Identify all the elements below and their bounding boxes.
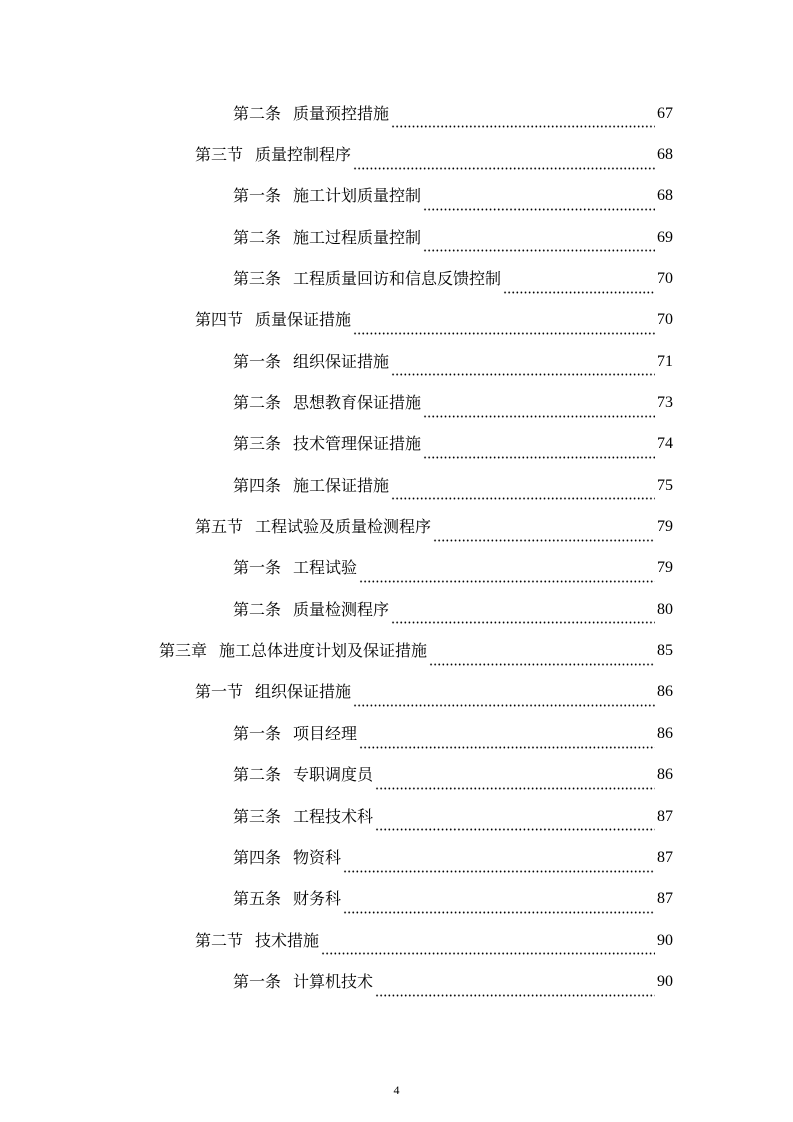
toc-entry[interactable]	[0, 961, 793, 1002]
toc-entry-title: 财务科	[293, 889, 342, 909]
toc-entry-title: 质量控制程序	[255, 145, 352, 165]
toc-entry[interactable]	[0, 134, 793, 175]
toc-entry[interactable]	[0, 755, 793, 796]
toc-dot-leader	[321, 952, 655, 955]
toc-entry-title: 质量检测程序	[293, 599, 390, 619]
toc-entry-page: 73	[657, 394, 673, 412]
toc-dot-leader	[359, 746, 655, 749]
toc-entry[interactable]	[0, 300, 793, 341]
toc-entry-number: 第二条	[233, 103, 282, 123]
table-of-contents	[0, 93, 793, 1003]
toc-entry[interactable]	[0, 837, 793, 878]
toc-entry-number: 第三条	[233, 434, 282, 454]
toc-entry-title: 专职调度员	[293, 765, 374, 785]
toc-entry-title: 工程质量回访和信息反馈控制	[293, 269, 502, 289]
toc-entry-title: 物资科	[293, 847, 342, 867]
toc-dot-leader	[375, 828, 655, 831]
toc-entry-title: 技术措施	[255, 930, 320, 950]
toc-entry-title: 计算机技术	[293, 971, 374, 991]
toc-entry[interactable]	[0, 424, 793, 465]
toc-dot-leader	[359, 580, 655, 583]
toc-entry[interactable]	[0, 217, 793, 258]
toc-dot-leader	[391, 125, 655, 128]
toc-entry[interactable]	[0, 341, 793, 382]
toc-entry-number: 第二条	[233, 393, 282, 413]
toc-entry[interactable]	[0, 548, 793, 589]
toc-entry-page: 70	[657, 311, 673, 329]
toc-entry-number: 第二条	[233, 227, 282, 247]
toc-entry[interactable]	[0, 506, 793, 547]
toc-entry-title: 项目经理	[293, 723, 358, 743]
toc-entry-title: 质量预控措施	[293, 103, 390, 123]
toc-entry[interactable]	[0, 630, 793, 671]
toc-entry-page: 87	[657, 848, 673, 866]
toc-entry-title: 施工保证措施	[293, 475, 390, 495]
toc-entry-page: 86	[657, 766, 673, 784]
toc-entry-number: 第一节	[195, 682, 244, 702]
toc-dot-leader	[423, 456, 655, 459]
toc-entry-title: 思想教育保证措施	[293, 393, 422, 413]
toc-entry-number: 第四条	[233, 847, 282, 867]
toc-entry-title: 质量保证措施	[255, 310, 352, 330]
toc-entry-page: 90	[657, 931, 673, 949]
page-number: 4	[393, 1083, 400, 1097]
toc-entry-number: 第四节	[195, 310, 244, 330]
toc-dot-leader	[375, 994, 655, 997]
toc-entry[interactable]	[0, 713, 793, 754]
toc-entry-title: 工程技术科	[293, 806, 374, 826]
toc-entry-page: 87	[657, 807, 673, 825]
toc-entry-number: 第三条	[233, 269, 282, 289]
toc-entry-number: 第一条	[233, 723, 282, 743]
toc-entry-number: 第四条	[233, 475, 282, 495]
toc-entry-number: 第三章	[159, 641, 208, 661]
toc-entry-title: 施工过程质量控制	[293, 227, 422, 247]
toc-dot-leader	[343, 870, 655, 873]
toc-entry-page: 68	[657, 146, 673, 164]
toc-dot-leader	[353, 704, 655, 707]
toc-entry-title: 施工总体进度计划及保证措施	[219, 641, 428, 661]
toc-entry-number: 第一条	[233, 558, 282, 578]
toc-entry[interactable]	[0, 920, 793, 961]
toc-entry-title: 组织保证措施	[293, 351, 390, 371]
toc-dot-leader	[423, 415, 655, 418]
toc-dot-leader	[503, 291, 655, 294]
toc-entry[interactable]	[0, 176, 793, 217]
toc-dot-leader	[423, 208, 655, 211]
toc-entry-number: 第五节	[195, 517, 244, 537]
toc-entry-number: 第一条	[233, 971, 282, 991]
toc-entry-number: 第三条	[233, 806, 282, 826]
toc-entry-page: 86	[657, 683, 673, 701]
toc-entry-page: 74	[657, 435, 673, 453]
toc-entry-page: 79	[657, 559, 673, 577]
toc-entry[interactable]	[0, 382, 793, 423]
toc-entry[interactable]	[0, 672, 793, 713]
toc-dot-leader	[353, 167, 655, 170]
toc-dot-leader	[429, 663, 655, 666]
toc-entry[interactable]	[0, 589, 793, 630]
toc-entry[interactable]	[0, 879, 793, 920]
toc-dot-leader	[343, 911, 655, 914]
toc-entry[interactable]	[0, 93, 793, 134]
toc-dot-leader	[391, 621, 655, 624]
toc-entry-page: 85	[657, 642, 673, 660]
toc-entry-title: 工程试验及质量检测程序	[255, 517, 432, 537]
toc-entry-number: 第五条	[233, 889, 282, 909]
toc-dot-leader	[423, 249, 655, 252]
toc-entry-page: 69	[657, 228, 673, 246]
toc-entry-page: 68	[657, 187, 673, 205]
toc-entry-number: 第三节	[195, 145, 244, 165]
toc-dot-leader	[433, 539, 655, 542]
toc-entry[interactable]	[0, 796, 793, 837]
toc-entry-number: 第二节	[195, 930, 244, 950]
toc-entry-number: 第二条	[233, 599, 282, 619]
toc-dot-leader	[375, 787, 655, 790]
toc-entry-page: 86	[657, 724, 673, 742]
toc-entry-page: 67	[657, 104, 673, 122]
toc-entry-page: 71	[657, 352, 673, 370]
toc-entry-page: 87	[657, 890, 673, 908]
toc-entry-page: 75	[657, 476, 673, 494]
toc-entry-number: 第一条	[233, 351, 282, 371]
toc-entry-number: 第二条	[233, 765, 282, 785]
toc-entry-page: 90	[657, 972, 673, 990]
toc-entry[interactable]	[0, 465, 793, 506]
toc-entry-title: 施工计划质量控制	[293, 186, 422, 206]
toc-entry-title: 组织保证措施	[255, 682, 352, 702]
toc-dot-leader	[391, 373, 655, 376]
toc-entry-title: 技术管理保证措施	[293, 434, 422, 454]
toc-entry-title: 工程试验	[293, 558, 358, 578]
toc-entry[interactable]	[0, 258, 793, 299]
toc-entry-page: 70	[657, 270, 673, 288]
toc-dot-leader	[353, 332, 655, 335]
toc-dot-leader	[391, 497, 655, 500]
toc-entry-number: 第一条	[233, 186, 282, 206]
toc-entry-page: 79	[657, 518, 673, 536]
toc-entry-page: 80	[657, 600, 673, 618]
